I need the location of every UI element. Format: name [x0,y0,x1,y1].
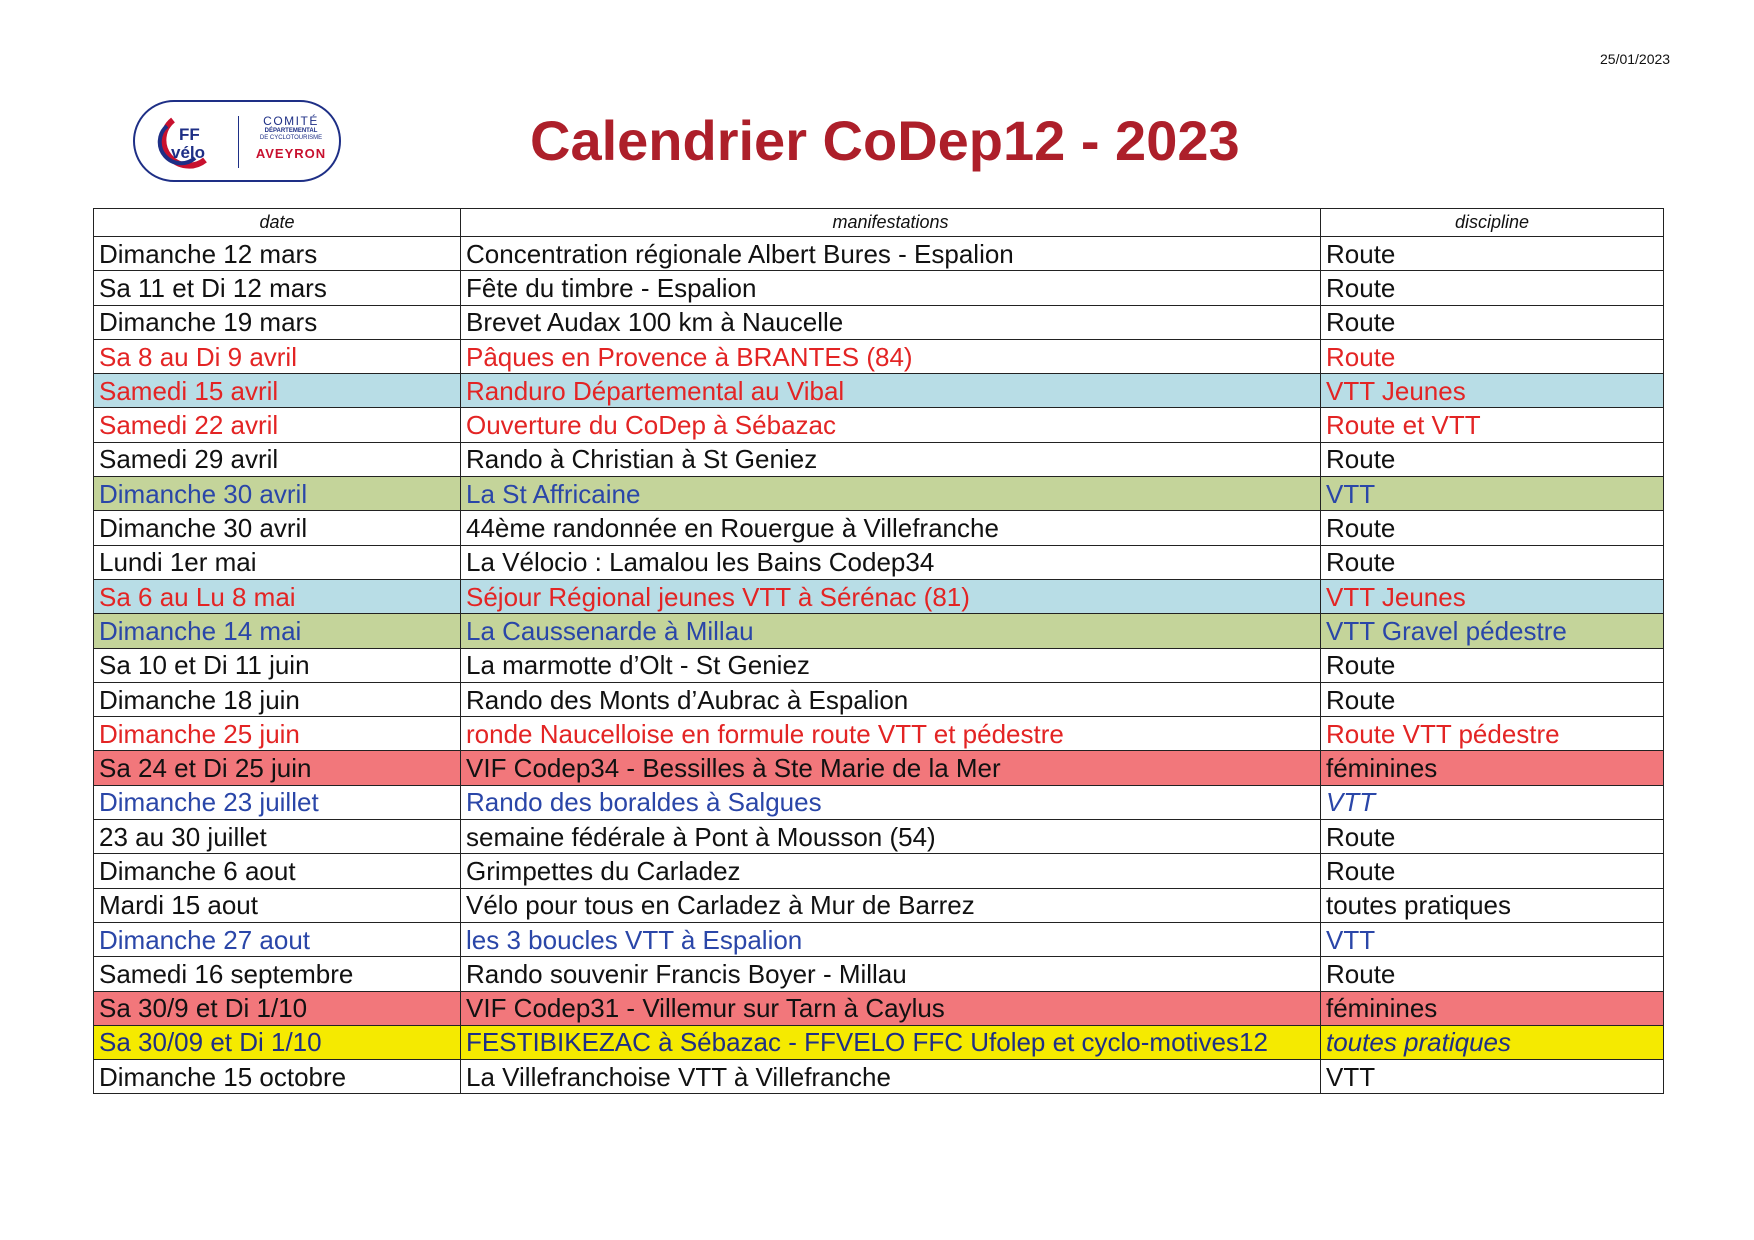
discipline-cell: Route [1321,237,1664,271]
date-cell: Sa 11 et Di 12 mars [94,271,461,305]
table-row [94,888,1664,922]
discipline-cell: Route [1321,442,1664,476]
discipline-cell: Route [1321,820,1664,854]
event-cell: 44ème randonnée en Rouergue à Villefranche [461,511,1321,545]
logo-line-cyclotourisme: DE CYCLOTOURISME [259,135,323,141]
column-header-discipline: discipline [1321,209,1664,237]
table-row [94,511,1664,545]
date-cell: Sa 8 au Di 9 avril [94,339,461,373]
event-cell: Grimpettes du Carladez [461,854,1321,888]
calendar-table [93,208,1664,1094]
event-cell: semaine fédérale à Pont à Mousson (54) [461,820,1321,854]
table-row [94,339,1664,373]
table-row [94,717,1664,751]
event-cell: La Villefranchoise VTT à Villefranche [461,1060,1321,1094]
discipline-cell: Route [1321,305,1664,339]
discipline-cell: VTT [1321,1060,1664,1094]
page-title: Calendrier CoDep12 - 2023 [530,109,1240,172]
date-cell: Dimanche 23 juillet [94,785,461,819]
table-row [94,579,1664,613]
event-cell: VIF Codep31 - Villemur sur Tarn à Caylus [461,991,1321,1025]
event-cell: Brevet Audax 100 km à Naucelle [461,305,1321,339]
table-row [94,442,1664,476]
table-row [94,305,1664,339]
date-cell: Sa 10 et Di 11 juin [94,648,461,682]
table-row [94,820,1664,854]
table-header-row [94,209,1664,237]
logo-line-departemental: DÉPARTEMENTAL [264,128,318,134]
table-row [94,614,1664,648]
table-row [94,477,1664,511]
table-row [94,957,1664,991]
date-cell: Sa 24 et Di 25 juin [94,751,461,785]
event-cell: La marmotte d’Olt - St Geniez [461,648,1321,682]
table-row [94,751,1664,785]
event-cell: VIF Codep34 - Bessilles à Ste Marie de la Mer [461,751,1321,785]
event-cell: les 3 boucles VTT à Espalion [461,922,1321,956]
date-cell: Dimanche 30 avril [94,477,461,511]
date-cell: Samedi 22 avril [94,408,461,442]
event-cell: Rando des boraldes à Salgues [461,785,1321,819]
column-header-date: date [94,209,461,237]
date-cell: Dimanche 14 mai [94,614,461,648]
table-row [94,922,1664,956]
table-row [94,991,1664,1025]
date-cell: 23 au 30 juillet [94,820,461,854]
discipline-cell: Route et VTT [1321,408,1664,442]
date-cell: Sa 30/9 et Di 1/10 [94,991,461,1025]
discipline-cell: VTT Jeunes [1321,579,1664,613]
date-cell: Mardi 15 aout [94,888,461,922]
ffvelo-logo-icon [153,114,215,170]
event-cell: Rando à Christian à St Geniez [461,442,1321,476]
discipline-cell: Route [1321,271,1664,305]
table-row [94,854,1664,888]
table-row [94,1060,1664,1094]
discipline-cell: toutes pratiques [1321,888,1664,922]
discipline-cell: Route [1321,511,1664,545]
event-cell: Vélo pour tous en Carladez à Mur de Barrez [461,888,1321,922]
event-cell: La Caussenarde à Millau [461,614,1321,648]
discipline-cell: féminines [1321,751,1664,785]
date-cell: Dimanche 19 mars [94,305,461,339]
event-cell: Rando des Monts d’Aubrac à Espalion [461,682,1321,716]
date-cell: Dimanche 12 mars [94,237,461,271]
discipline-cell: Route [1321,957,1664,991]
date-cell: Dimanche 27 aout [94,922,461,956]
discipline-cell: Route VTT pédestre [1321,717,1664,751]
table-row [94,237,1664,271]
column-header-manifestations: manifestations [461,209,1321,237]
date-cell: Samedi 15 avril [94,374,461,408]
event-cell: Rando souvenir Francis Boyer - Millau [461,957,1321,991]
table-row [94,648,1664,682]
event-cell: Ouverture du CoDep à Sébazac [461,408,1321,442]
discipline-cell: VTT [1321,922,1664,956]
logo-mark-bottom: vélo [171,143,206,162]
event-cell: Fête du timbre - Espalion [461,271,1321,305]
table-row [94,682,1664,716]
table-row [94,1025,1664,1059]
document-date: 25/01/2023 [1600,51,1671,67]
date-cell: Dimanche 30 avril [94,511,461,545]
event-cell: Séjour Régional jeunes VTT à Sérénac (81) [461,579,1321,613]
date-cell: Dimanche 25 juin [94,717,461,751]
discipline-cell: toutes pratiques [1321,1025,1664,1059]
date-cell: Dimanche 15 octobre [94,1060,461,1094]
discipline-cell: Route [1321,545,1664,579]
discipline-cell: Route [1321,339,1664,373]
logo-mark-top: FF [179,125,200,144]
event-cell: ronde Naucelloise en formule route VTT et pédestre [461,717,1321,751]
table-row [94,374,1664,408]
event-cell: Randuro Départemental au Vibal [461,374,1321,408]
logo-line-aveyron: AVEYRON [255,146,327,161]
date-cell: Dimanche 6 aout [94,854,461,888]
date-cell: Lundi 1er mai [94,545,461,579]
date-cell: Samedi 29 avril [94,442,461,476]
discipline-cell: VTT [1321,477,1664,511]
discipline-cell: VTT [1321,785,1664,819]
logo-line-comite: COMITÉ [263,114,319,128]
table-row [94,408,1664,442]
event-cell: FESTIBIKEZAC à Sébazac - FFVELO FFC Ufolep et cyclo-motives12 [461,1025,1321,1059]
logo-separator [238,116,239,168]
discipline-cell: Route [1321,648,1664,682]
table-row [94,545,1664,579]
date-cell: Dimanche 18 juin [94,682,461,716]
discipline-cell: Route [1321,682,1664,716]
date-cell: Samedi 16 septembre [94,957,461,991]
discipline-cell: VTT Gravel pédestre [1321,614,1664,648]
event-cell: Pâques en Provence à BRANTES (84) [461,339,1321,373]
discipline-cell: Route [1321,854,1664,888]
event-cell: La St Affricaine [461,477,1321,511]
date-cell: Sa 30/09 et Di 1/10 [94,1025,461,1059]
date-cell: Sa 6 au Lu 8 mai [94,579,461,613]
event-cell: La Vélocio : Lamalou les Bains Codep34 [461,545,1321,579]
event-cell: Concentration régionale Albert Bures - Espalion [461,237,1321,271]
ffvelo-aveyron-logo [133,100,341,182]
discipline-cell: VTT Jeunes [1321,374,1664,408]
table-row [94,271,1664,305]
logo-text [243,114,339,163]
discipline-cell: féminines [1321,991,1664,1025]
calendar-body [94,237,1664,1094]
table-row [94,785,1664,819]
